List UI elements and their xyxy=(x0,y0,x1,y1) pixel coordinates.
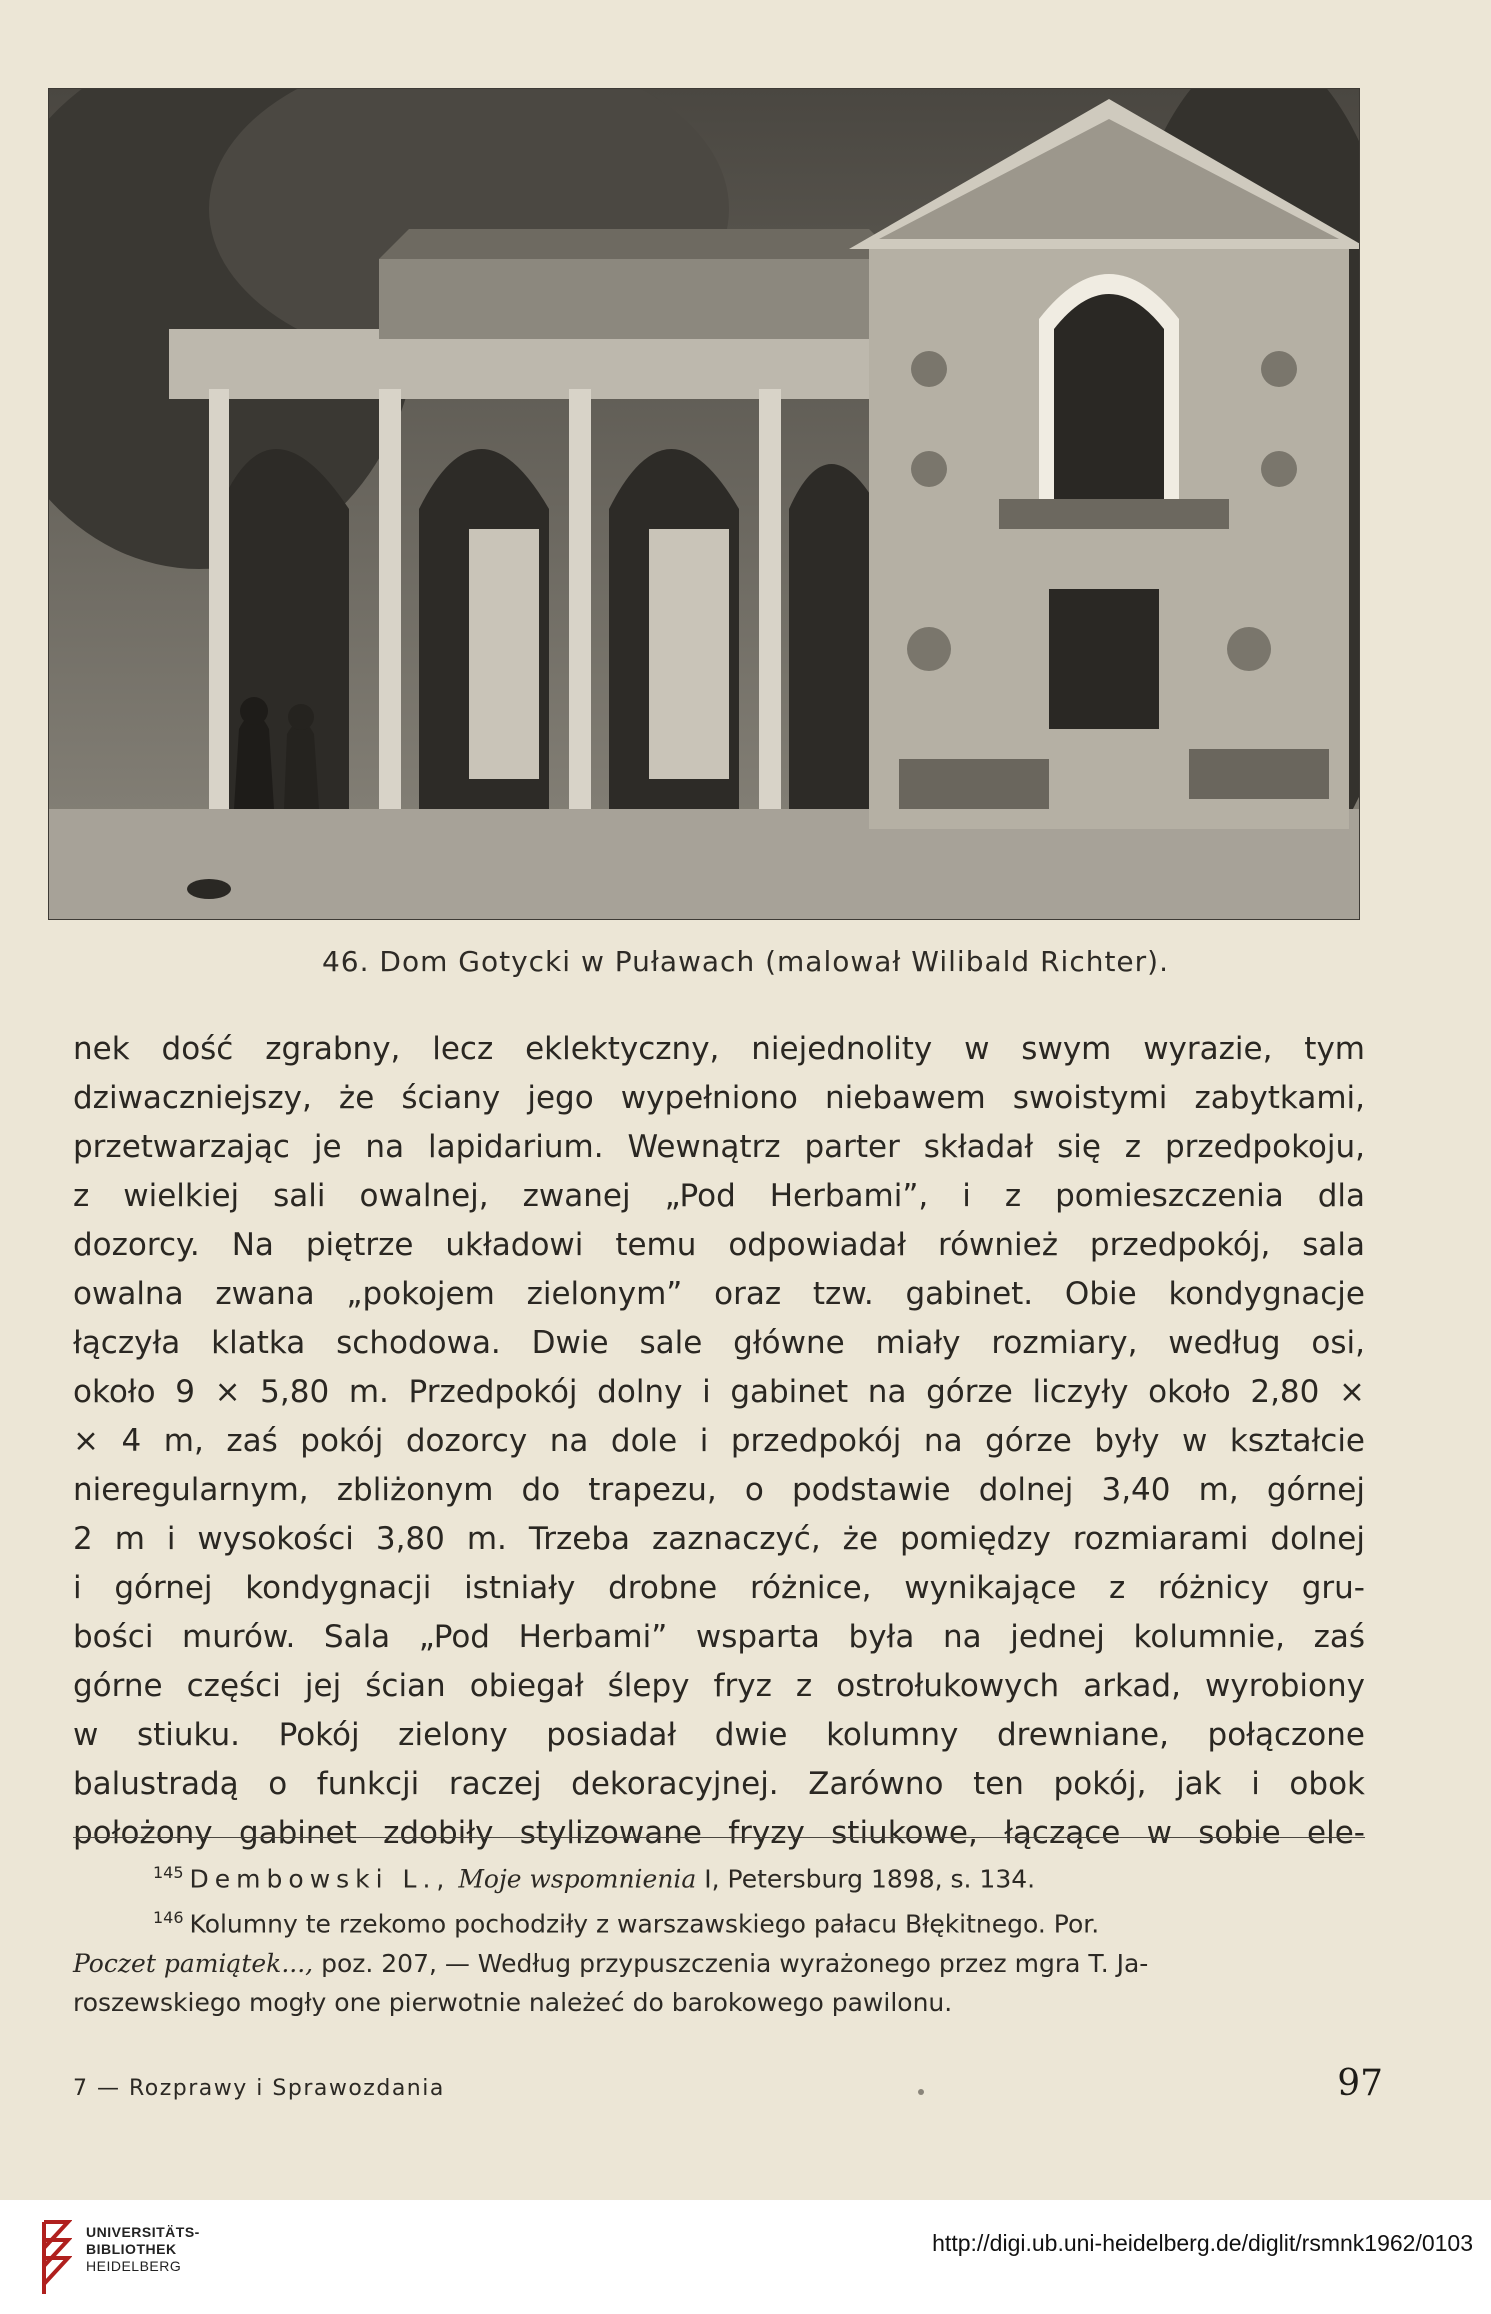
library-band xyxy=(0,2200,1491,2314)
body-line: i górnej kondygnacji istniały drobne różnice, wynikające z różnicy gru- xyxy=(73,1570,1365,1606)
footnote-text: Kolumny te rzekomo pochodziły z warszawskiego pałacu Błękitnego. Por. xyxy=(189,1909,1100,1939)
footnote-title: Poczet pamiątek..., xyxy=(73,1948,314,1978)
library-name-line: HEIDELBERG xyxy=(86,2258,182,2274)
body-line: dziwaczniejszy, że ściany jego wypełniono niebawem swoistymi zabytkami, xyxy=(73,1080,1365,1116)
body-line: dozorcy. Na piętrze układowi temu odpowiadał również przedpokój, sala xyxy=(73,1227,1365,1263)
body-line: przetwarzając je na lapidarium. Wewnątrz parter składał się z przedpokoju, xyxy=(73,1129,1365,1165)
footnote-146-line3: roszewskiego mogły one pierwotnie należeć do barokowego pawilonu. xyxy=(73,1987,953,2017)
footnote-145 xyxy=(73,1853,1365,1898)
footnote-text: poz. 207, — Według przypuszczenia wyrażonego przez mgra T. Ja- xyxy=(313,1948,1149,1978)
body-line: balustradą o funkcji raczej dekoracyjnej. Zarówno ten pokój, jak i obok xyxy=(73,1766,1365,1802)
footnote-divider xyxy=(73,1837,1365,1838)
body-text xyxy=(73,1025,1365,1858)
footnote-number: 145 xyxy=(153,1863,184,1882)
footnotes xyxy=(73,1853,1365,2022)
footnote-rest: I, Petersburg 1898, s. 134. xyxy=(696,1864,1036,1894)
body-line: położony gabinet zdobiły stylizowane fryzy stiukowe, łączące w sobie ele- xyxy=(73,1815,1365,1851)
figure-caption: 46. Dom Gotycki w Puławach (malował Wilibald Richter). xyxy=(321,945,1169,978)
body-line: w stiuku. Pokój zielony posiadał dwie kolumny drewniane, połączone xyxy=(73,1717,1365,1753)
body-line: 2 m i wysokości 3,80 m. Trzeba zaznaczyć, że pomiędzy rozmiarami dolnej xyxy=(73,1521,1365,1557)
library-logo-icon xyxy=(40,2218,72,2296)
library-name-line: BIBLIOTHEK xyxy=(86,2241,177,2257)
body-line: łączyła klatka schodowa. Dwie sale główne miały rozmiary, według osi, xyxy=(73,1325,1365,1361)
footnote-146 xyxy=(73,1898,1365,1943)
library-name-line: UNIVERSITÄTS- xyxy=(86,2224,200,2240)
source-url-link[interactable]: http://digi.ub.uni-heidelberg.de/diglit/rsmnk1962/0103 xyxy=(932,2230,1473,2256)
footnote-146-line2 xyxy=(73,1944,1365,1983)
footnote-number: 146 xyxy=(153,1908,184,1928)
running-footer: 7 — Rozprawy i Sprawozdania xyxy=(73,2076,445,2101)
body-line: z wielkiej sali owalnej, zwanej „Pod Herbami”, i z pomieszczenia dla xyxy=(73,1178,1365,1214)
gothic-house-illustration xyxy=(49,89,1359,919)
body-line: owalna zwana „pokojem zielonym” oraz tzw. gabinet. Obie kondygnacje xyxy=(73,1276,1365,1312)
body-line: górne części jej ścian obiegał ślepy fryz z ostrołukowych arkad, wyrobiony xyxy=(73,1668,1365,1704)
illustration-plate xyxy=(48,88,1360,920)
footnote-title: Moje wspomnienia xyxy=(458,1864,697,1894)
body-line: nek dość zgrabny, lecz eklektyczny, niejednolity w swym wyrazie, tym xyxy=(73,1031,1365,1067)
body-line: nieregularnym, zbliżonym do trapezu, o podstawie dolnej 3,40 m, górnej xyxy=(73,1472,1365,1508)
footnote-author: Dembowski L., xyxy=(189,1864,451,1894)
body-line: około 9 × 5,80 m. Przedpokój dolny i gabinet na górze liczyły około 2,80 × xyxy=(73,1374,1365,1410)
page-number: 97 xyxy=(1337,2063,1383,2104)
speck-dot xyxy=(918,2089,924,2095)
body-line: bości murów. Sala „Pod Herbami” wsparta była na jednej kolumnie, zaś xyxy=(73,1619,1365,1655)
body-line: × 4 m, zaś pokój dozorcy na dole i przedpokój na górze były w kształcie xyxy=(73,1423,1365,1459)
library-name xyxy=(86,2224,200,2275)
